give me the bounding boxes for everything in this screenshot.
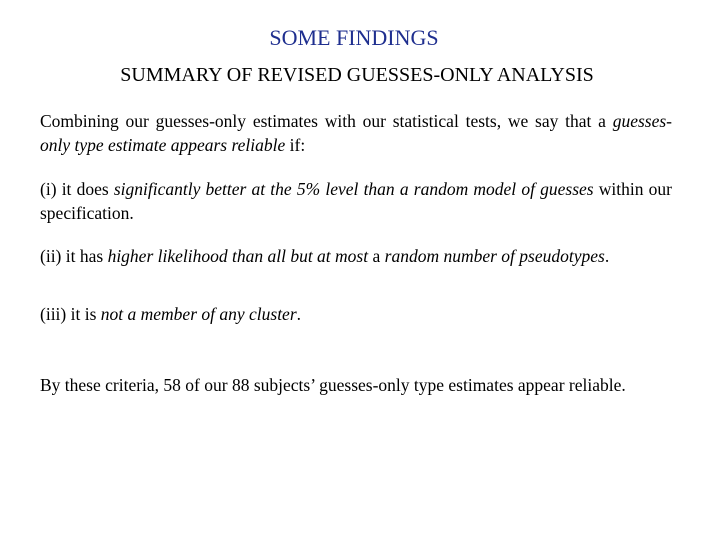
criterion-3-italic-1: not a member of any cluster: [100, 304, 297, 324]
slide-title: SOME FINDINGS: [269, 25, 439, 50]
criterion-3-text-1: (iii) it is: [40, 304, 101, 324]
criterion-2-text-2: a: [368, 246, 385, 266]
slide-subtitle: SUMMARY OF REVISED GUESSES-ONLY ANALYSIS: [120, 64, 594, 86]
criterion-1: [40, 177, 672, 225]
criterion-1-italic-1: significantly better at the 5% level than a random model of guesses: [113, 179, 594, 199]
intro-italic-1: guesses-only type estimate appears reliable: [40, 111, 672, 155]
intro-paragraph: [40, 109, 672, 157]
criterion-2-italic-2: random number of pseudotypes: [384, 246, 605, 266]
intro-text-1: Combining our guesses-only estimates with our statistical tests, we say that a: [40, 111, 613, 131]
criterion-2-italic-1: higher likelihood than all but at most: [107, 246, 369, 266]
criterion-1-text-2: within our specification.: [40, 179, 672, 223]
criterion-3: [40, 302, 672, 326]
conclusion-paragraph: By these criteria, 58 of our 88 subjects’ guesses-only type estimates appear reliable.: [40, 375, 626, 395]
criterion-2-text-1: (ii) it has: [40, 246, 108, 266]
intro-text-2: if:: [285, 135, 306, 155]
criterion-3-text-2: .: [296, 304, 302, 324]
criterion-2-text-3: .: [604, 246, 610, 266]
criterion-1-text-1: (i) it does: [40, 179, 114, 199]
criterion-2: [40, 244, 672, 268]
